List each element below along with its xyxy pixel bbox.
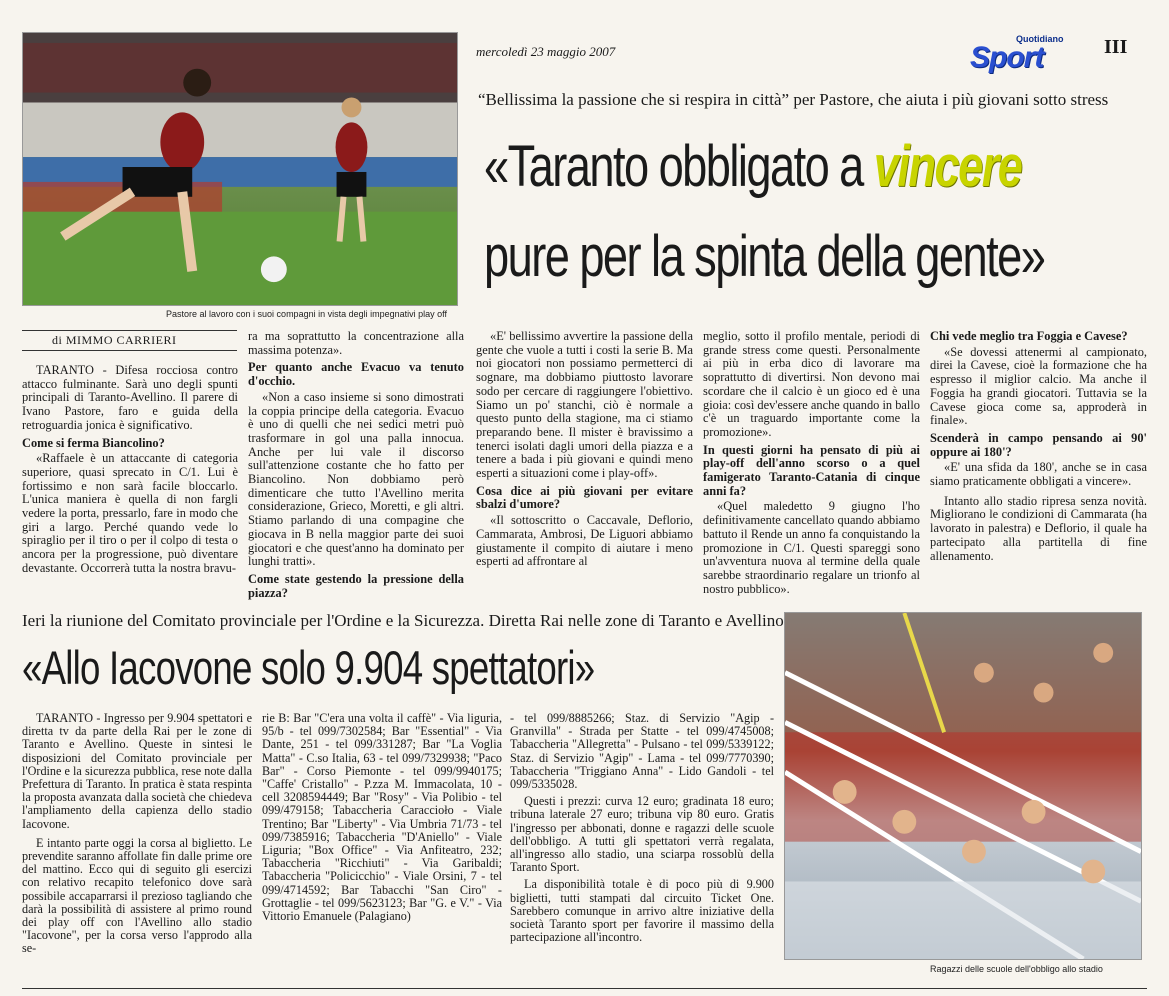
article1-kicker: “Bellissima la passione che si respira in città” per Pastore, che aiuta i più giovani sotto stress <box>478 90 1109 109</box>
logo-sport-text: Sport <box>970 41 1044 74</box>
paragraph: rie B: Bar "C'era una volta il caffè" - Via liguria, 95/b - tel 099/7302584; Bar "Essential" - Via Dante, 251 - tel 099/331287; Bar "La Voglia Matta" - C.so Italia, 63 - tel 099/7329938; "Paco Bar" - Corso Piemonte - tel 099/9940175; "Caffe' Cristallo" - P.zza M. Immacolata, 10 - cell 3208594449; Bar "Rosy" - Via Polibio - tel 099/479158; Tabaccheria Caraccioło - Viale Trentino; Bar "Liberty" - Via Umbria 71/73 - tel 099/7385916; Tabaccheria "D'Aniello" - Viale Liguria; "Box Office" - Via Anfiteatro, 232; Tabaccheria "Ricchiuti" - Via Garibaldi; Tabaccheria "Policicchio" - Viale Orsini, 7 - tel 099/4714592; Bar Tabacchi "San Ciro" - Grottaglie - tel 099/5623123; Bar "G. e V." - Via Vittorio Emanuele (Palagiano) <box>262 712 502 924</box>
photo-training <box>22 32 458 306</box>
paragraph: - tel 099/8885266; Staz. di Servizio "Agip - Granvilla" - Strada per Statte - tel 099/4745008; Tabaccheria "Allegretta" - Pulsano - tel 099/5339122; Staz. di Servizio "Agip" - Lama - tel 099/7770390; Tabaccheria "Triggiano Anna" - Lido Gandoli - tel 099/5335028. <box>510 712 774 792</box>
bottom-rule <box>22 988 1147 989</box>
question: Come state gestendo la pressione della piazza? <box>248 571 464 600</box>
issue-date: mercoledì 23 maggio 2007 <box>476 44 616 59</box>
paragraph: TARANTO - Ingresso per 9.904 spettatori e diretta tv da parte della Rai per le zone di Taranto e Avellino. Queste in sintesi le disposizioni del Comitato provinciale per l'Ordine e la sicurezza pubblica, rese note dalla Prefettura di Taranto. In pratica è stata respinta la proposta avanzata dalla società che chiedeva l'ampliamento della capienza dello stadio Iacovone. <box>22 712 252 831</box>
paragraph: Intanto allo stadio ripresa senza novità. Migliorano le condizioni di Cammarata (ha lavorato in palestra) e Deflorio, il quale ha partecipato alla partitella di fine allenamento. <box>930 493 1147 563</box>
paragraph: «Il sottoscritto o Caccavale, Deflorio, Cammarata, Ambrosi, De Liguori abbiamo giustamente il compito di aiutare i meno esperti ad affrontare al <box>476 513 693 569</box>
page-number: III <box>1104 36 1128 58</box>
headline-text: «Taranto obbligato a <box>484 134 874 199</box>
paragraph: «Raffaele è un attaccante di categoria superiore, quasi sprecato in C/1. Lui è fortissimo e non sarà facile bloccarlo. L'unica maniera è quella di non fargli vedere la porta, pressarlo, fare in modo che giri a largo. Perché quando vede lo spiraglio per il tiro o per il colpo di testa o ancora per la progressione, può diventare devastante. Occorrerà tutta la nostra bravu- <box>22 451 238 575</box>
paragraph: «Non a caso insieme si sono dimostrati la coppia principe della categoria. Evacuo è uno di quelli che nei sedici metri può trasformare in gol una palla innocua. Anche per lui vale il discorso sull'attenzione costante che ho fatto per Biancolino. Non dobbiamo però dimenticare che tutto l'Avellino merita considerazione, Grieco, Moretti, e gli altri. Stiamo parlando di una compagine che giocava in B nella maggior parte dei suoi giocatori e che quest'anno ha dominato per lunghi tratti». <box>248 389 464 569</box>
paragraph: La disponibilità totale è di poco più di 9.900 biglietti, tutti stampati dal circuito Ticket One. Sarebbero comunque in arrivo altre iniziative della società Taranto sport per favorire il massimo della partecipazione all'incontro. <box>510 877 774 945</box>
article2-column-2 <box>262 712 502 982</box>
photo-stadium-crowd <box>784 612 1142 960</box>
question: Chi vede meglio tra Foggia e Cavese? <box>930 330 1128 343</box>
article1-column-1 <box>22 364 238 606</box>
paragraph: «Se dovessi attenermi al campionato, direi la Cavese, cioè la formazione che ha espresso il miglior calcio. Ma anche il Foggia ha grandi giocatori. Tuttavia se la Cavese gioca come sa, approderà in finale». <box>930 344 1147 428</box>
question: Cosa dice ai più giovani per evitare sbalzi d'umore? <box>476 483 693 512</box>
question: Per quanto anche Evacuo va tenuto d'occhio. <box>248 360 464 389</box>
article1-headline-line1 <box>484 132 1021 202</box>
paragraph: ra ma soprattutto la concentrazione alla massima potenza». <box>248 330 464 357</box>
question: Scenderà in campo pensando ai 90' oppure ai 180'? <box>930 430 1147 459</box>
paragraph: «E' bellissimo avvertire la passione della gente che vuole a tutti i costi la serie B. Ma noi giocatori non possiamo permetterci di sognare, ma dobbiamo piuttosto lavorare sodo per cercare di raggiungere l'obiettivo. Siamo un po' stanchi, ciò è normale a questo punto della stagione, ma ci stiamo preparando bene. Il mister è bravissimo a tenerci isolati dagli umori della piazza e a tenere a bada i più giovani e quindi meno esperti a situazioni come i play-off». <box>476 330 693 481</box>
stadium-spectators-image <box>785 613 1141 959</box>
photo-top-caption: Pastore al lavoro con i suoi compagni in vista degli impegnativi play off <box>166 309 447 319</box>
question: Come si ferma Biancolino? <box>22 435 165 450</box>
article1-headline-line2: pure per la spinta della gente» <box>484 224 1045 289</box>
article2-kicker: Ieri la riunione del Comitato provinciale per l'Ordine e la Sicurezza. Diretta Rai nelle zone di Taranto e Avellino <box>22 611 784 630</box>
paragraph: meglio, sotto il profilo mentale, periodi di grande stress come questi. Personalmente ai più in erba dico di lavorare ma soprattutto di divertirsi. Non devono mai scordare che il calcio è un gioco ed è una gioia: così dev'essere anche quando in ballo c'è un traguardo importante come la promozione». <box>703 330 920 439</box>
logo-quotidiano-text: Quotidiano <box>1016 34 1064 44</box>
article1-column-2 <box>248 330 464 606</box>
article2-column-1 <box>22 712 252 982</box>
article1-column-3 <box>476 330 693 606</box>
football-players-image <box>23 33 457 305</box>
paragraph: «E' una sfida da 180', anche se in casa siamo praticamente obbligati a vincere». <box>930 460 1147 489</box>
headline-highlight-word: vincere <box>873 134 1022 199</box>
article1-column-4 <box>703 330 920 606</box>
paragraph: TARANTO - Difesa rocciosa contro attacco fulminante. Sarà uno degli spunti principali di Taranto-Avellino. Il parere di Ivano Pastore, faro e guida della retroguardia jonica è significativo. <box>22 364 238 432</box>
byline: di MIMMO CARRIERI <box>22 330 237 351</box>
article2-column-3 <box>510 712 774 982</box>
sport-logo <box>968 34 1088 82</box>
article1-column-5 <box>930 330 1147 606</box>
photo-bottom-caption: Ragazzi delle scuole dell'obbligo allo stadio <box>930 964 1103 974</box>
paragraph: Questi i prezzi: curva 12 euro; gradinata 18 euro; tribuna laterale 27 euro; tribuna vip 80 euro. Gratis l'ingresso per abbonati, donne e ragazzi delle scuole dell'obbligo. A tutti gli spettatori verrà regalata, all'ingresso allo stadio, una sciarpa rossoblù della Taranto Sport. <box>510 794 774 875</box>
article2-headline: «Allo Iacovone solo 9.904 spettatori» <box>22 641 595 694</box>
paragraph: E intanto parte oggi la corsa al biglietto. Le prevendite saranno affollate fin dalle prime ore del mattino. Ecco qui di seguito gli esercizi con relativo recapito telefonico dove sarà possibile accaparrarsi il prezioso tagliando che darà la possibilità di assistere al primo round dei play off con l'Avellino allo stadio "Iacovone", per la corsa verso l'approdo alla se- <box>22 835 252 956</box>
paragraph: «Quel maledetto 9 giugno l'ho definitivamente cancellato quando abbiamo battuto il Rende un anno fa conquistando la promozione in C/1. Questi spareggi sono un'avventura nuova al termine della quale sarebbe straordinario regalare un trionfo al nostro pubblico». <box>703 499 920 596</box>
question: In questi giorni ha pensato di più ai play-off dell'anno scorso o a quel famigerato Taranto-Catania di cinque anni fa? <box>703 442 920 498</box>
